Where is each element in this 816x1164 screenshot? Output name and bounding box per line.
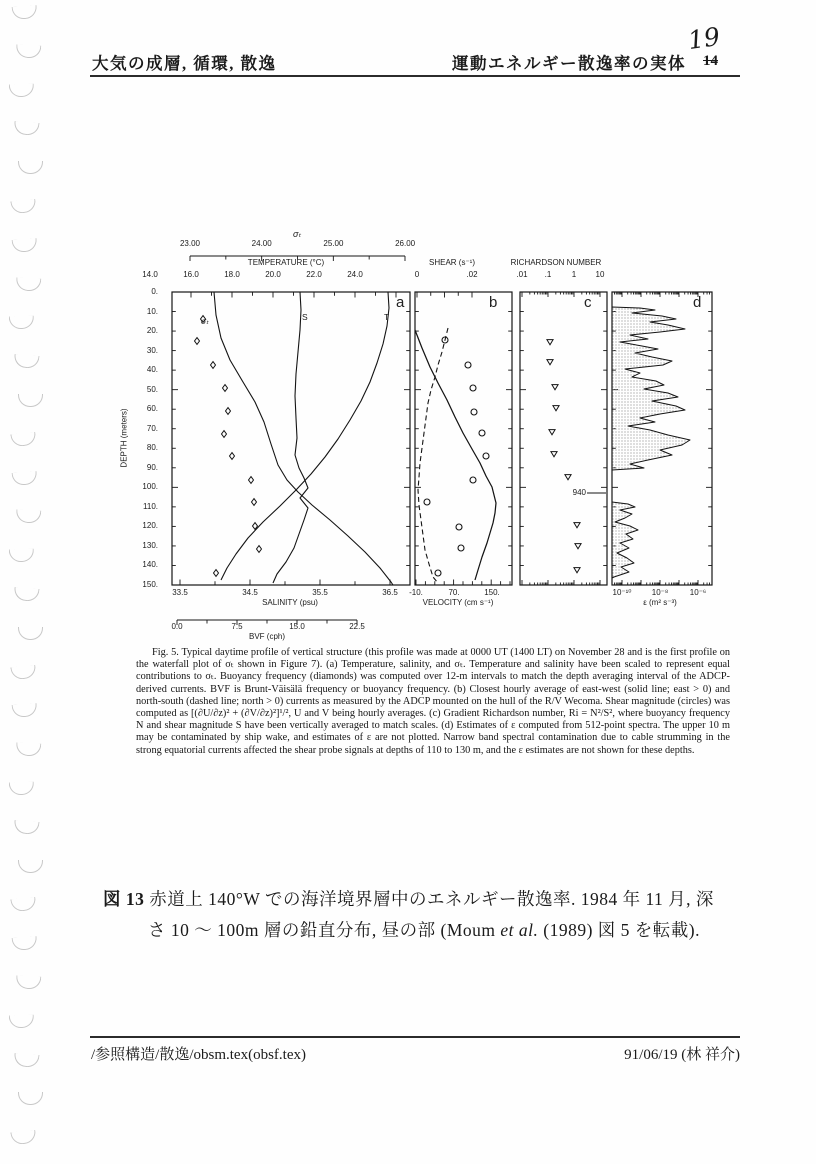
temperature-tick-label: 14.0 [142,270,158,279]
depth-tick-label: 0. [151,287,158,296]
header-left-title: 大気の成層, 循環, 散逸 [92,54,277,73]
binding-hole-mark [12,704,38,719]
salinity-axis-label: SALINITY (psu) [262,598,318,607]
epsilon-tick-label: 10⁻⁸ [651,588,669,597]
shear-tick-label: 0 [414,270,420,279]
depth-axis-label: DEPTH (meters) [119,408,129,468]
sigma-tick-label: 25.00 [323,239,344,248]
binding-hole-mark [10,1130,36,1146]
jp-caption-line2-text-c: (1989) 図 5 を転載). [538,920,700,940]
shear-tick-label: .02 [466,270,478,279]
binding-hole-mark [12,936,38,951]
jp-caption-etal: et al. [500,920,539,940]
header-right-title: 運動エネルギー散逸率の実体 [452,54,686,73]
depth-tick-label: 130. [142,540,158,550]
binding-hole-mark [10,897,36,913]
binding-hole-mark [9,782,34,796]
footer-rule [90,1036,740,1038]
velocity-tick-label: -10. [409,588,423,597]
figure-plot [120,230,740,650]
jp-caption-line1-text: 赤道上 140°W での海洋境界層中のエネルギー散逸率. 1984 年 11 月, 深 [144,889,714,909]
epsilon-tick-label: 10⁻¹⁰ [612,588,632,597]
depth-tick-label: 30. [146,345,158,355]
shear-axis-label: SHEAR (s⁻¹) [429,258,475,267]
bvf-tick-label: 22.5 [349,622,365,631]
binding-hole-mark [18,394,43,407]
footer-file-path: /参照構造/散逸/obsm.tex(obsf.tex) [91,1047,306,1063]
temperature-curve-label: T [384,312,390,322]
depth-tick-label: 20. [146,326,158,336]
binding-hole-mark [12,5,38,20]
jp-caption-line2 [148,917,700,942]
bvf-axis-label: BVF (cph) [248,632,286,641]
epsilon-axis-label: ε (m² s⁻³) [643,598,677,607]
binding-hole-mark [13,121,39,136]
bvf-tick-label: 7.5 [231,622,243,631]
richardson-axis-label: RICHARDSON NUMBER [510,258,602,267]
depth-tick-label: 10. [146,306,158,316]
temperature-tick-label: 20.0 [265,270,281,279]
depth-tick-label: 150. [142,579,158,589]
handwritten-page-number: 19 [686,21,722,56]
sigma-t-curve-label: σₜ [201,316,209,326]
jp-caption-line1 [103,886,714,911]
depth-tick-label: 140. [142,560,158,570]
binding-hole-mark [16,277,42,291]
temperature-axis-label: TEMPERATURE (°C) [247,258,325,267]
temperature-tick-label: 24.0 [347,270,363,279]
salinity-tick-label: 35.5 [312,588,328,597]
depth-tick-label: 60. [146,404,158,414]
jp-caption-line2-text-a: さ 10 ～ 100m 層の鉛直分布, 昼の部 (Moum [148,920,501,940]
salinity-tick-label: 34.5 [242,588,258,597]
binding-hole-mark [9,316,34,330]
footer-date-author: 91/06/19 (林 祥介) [624,1047,740,1063]
depth-tick-label: 120. [142,521,158,531]
figure-caption: Fig. 5. Typical daytime profile of vertical structure (this profile was made at 0000 UT (1400 LT) on November 28 and is the first profile on the waterfall plot of σₜ shown in Figure 7). (a) Temperature, salinity, and σₜ. Temperature and salinity have been scaled to represent equal contributions to σₜ. Buoyancy frequency (diamonds) was computed over 12-m intervals to match the depth averaging interval of the ADCP-derived currents. BVF is Brunt-Väisälä frequency or buoyancy frequency. (b) Closest hourly average of east-west (solid line; east > 0) and north-south (dashed line; north > 0) currents as measured by the ADCP mounted on the hull of the R/V Wecoma. Shear magnitude (circles) was computed as [(∂U/∂z)² + (∂V/∂z)²]¹/², U and V being hourly averages. (c) Gradient Richardson number, Ri = N²/S², where buoyancy frequency N and shear magnitude S have been vertically averaged to match scales. (d) Estimates of ε computed from 512-point spectra. The upper 10 m may be contaminated by ship wake, and estimates of ε are not plotted. Narrow band spectral contamination due to cable strumming in the strong equatorial currents affected the shear probe signals at depths of 110 to 130 m, and the ε estimates are not shown for these depths. [136,647,730,756]
binding-hole-mark [9,1014,34,1028]
sigma-tick-label: 26.00 [395,239,416,248]
binding-hole-mark [13,354,39,369]
binding-hole-mark [12,238,38,253]
bvf-tick-label: 0.0 [171,622,183,631]
velocity-tick-label: 150. [484,588,500,597]
binding-hole-mark [10,664,36,680]
salinity-curve-label: S [302,312,308,322]
epsilon-tick-label: 10⁻⁶ [689,588,707,597]
panel-letter-c: c [584,294,592,311]
binding-hole-mark [16,743,42,757]
binding-hole-mark [16,44,42,58]
sigma-t-axis-symbol: σₜ [292,229,302,239]
richardson-tick-label: 10 [595,270,605,279]
sigma-tick-label: 23.00 [179,239,201,248]
depth-tick-label: 100. [142,482,158,492]
binding-hole-mark [13,1053,39,1068]
binding-hole-mark [13,820,39,835]
jp-caption-fig-number: 図 13 [103,889,145,909]
salinity-tick-label: 33.5 [172,588,188,597]
binding-hole-mark [9,83,34,97]
binding-hole-mark [10,199,36,215]
binding-hole-mark [12,471,38,486]
richardson-tick-label: 1 [571,270,577,279]
annotation-940: 940 [572,488,586,497]
sigma-tick-label: 24.00 [251,239,272,248]
depth-tick-label: 80. [146,443,158,453]
struck-page-number: 14 [703,53,718,69]
temperature-tick-label: 18.0 [224,270,240,279]
depth-tick-label: 50. [146,384,158,394]
velocity-tick-label: 70. [448,588,460,597]
binding-hole-mark [10,432,36,448]
panel-letter-a: a [396,294,405,311]
panel-letter-b: b [489,294,498,311]
binding-hole-mark [18,860,43,873]
richardson-tick-label: .1 [544,270,552,279]
binding-hole-mark [13,587,39,602]
binding-hole-mark [18,1092,43,1105]
depth-tick-label: 40. [146,365,158,375]
header-rule [90,75,740,77]
depth-tick-label: 90. [146,462,158,472]
bvf-tick-label: 15.0 [289,622,305,631]
velocity-axis-label: VELOCITY (cm s⁻¹) [422,598,494,607]
depth-tick-label: 70. [146,423,158,433]
binding-hole-mark [18,161,43,174]
binding-hole-mark [9,549,34,563]
binding-hole-mark [16,510,42,524]
salinity-tick-label: 36.5 [382,588,398,597]
panel-letter-d: d [693,294,702,311]
richardson-tick-label: .01 [516,270,528,279]
depth-tick-label: 110. [143,501,158,511]
temperature-tick-label: 22.0 [306,270,322,279]
binding-hole-mark [16,975,42,989]
temperature-tick-label: 16.0 [183,270,199,279]
binding-hole-mark [18,627,43,640]
